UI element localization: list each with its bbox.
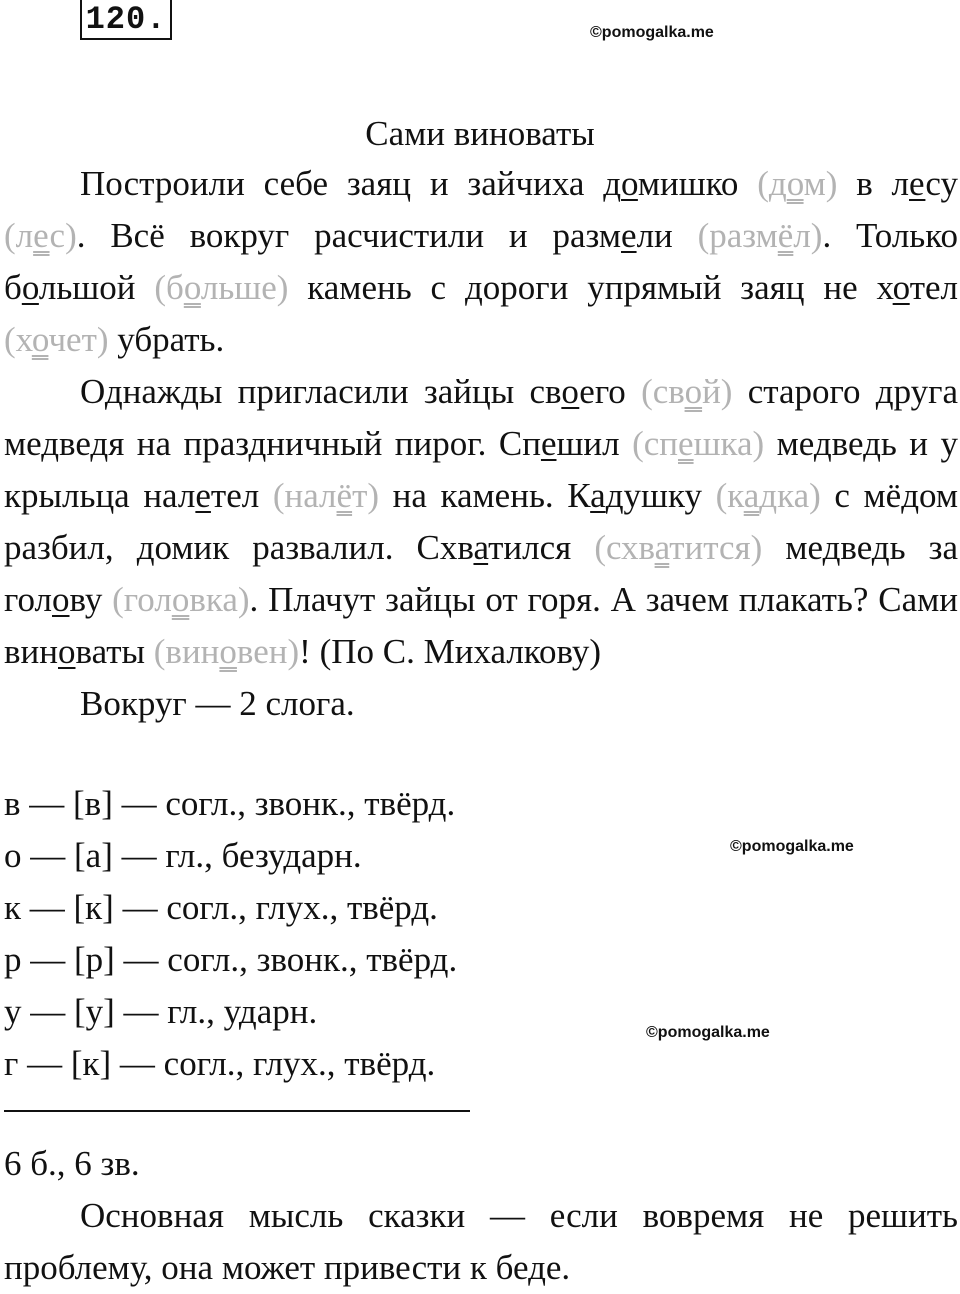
task-number: 120. — [80, 0, 172, 40]
letter-sound-count: 6 б., 6 зв. — [4, 1144, 140, 1183]
paragraph-2: Однажды пригласили зайцы своего (свой) старого друга медведя на праздничный пирог. Спешил (спешка) медведь и у крыльца налетел (налёт) на камень. Кадушку (кадка) с мёдом разбил, домик развалил. Схватился (схватится) медведь за голову (головка). Плачут зайцы от горя. А зачем плакать? Сами виноваты (виновен)! (По С. Михалкову) — [4, 372, 959, 671]
analysis-line: у — [у] — гл., ударн. — [4, 992, 318, 1031]
divider-line — [4, 1110, 470, 1112]
analysis-line: в — [в] — согл., звонк., твёрд. — [4, 784, 456, 823]
main-idea: Основная мысль сказки — если вовремя не решить проблему, она может привести к беде. — [4, 1196, 958, 1287]
analysis-heading: Вокруг — 2 слога. — [80, 684, 355, 723]
analysis-line: о — [а] — гл., безударн. — [4, 836, 362, 875]
story-text — [4, 158, 958, 730]
watermark: ©pomogalka.me — [730, 838, 854, 855]
paragraph-1: Построили себе заяц и зайчиха домишко (дом) в лесу (лес). Всё вокруг расчистили и размели (размёл). Только большой (больше) камень с дороги упрямый заяц не хотел (хочет) убрать. — [4, 164, 958, 359]
conclusion — [4, 1138, 958, 1294]
analysis-line: г — [к] — согл., глух., твёрд. — [4, 1044, 436, 1083]
story-title: Сами виноваты — [365, 114, 595, 153]
watermark: ©pomogalka.me — [590, 24, 714, 41]
analysis-line: к — [к] — согл., глух., твёрд. — [4, 888, 438, 927]
sound-analysis — [4, 778, 954, 1090]
watermark: ©pomogalka.me — [646, 1024, 770, 1041]
analysis-line: р — [р] — согл., звонк., твёрд. — [4, 940, 458, 979]
